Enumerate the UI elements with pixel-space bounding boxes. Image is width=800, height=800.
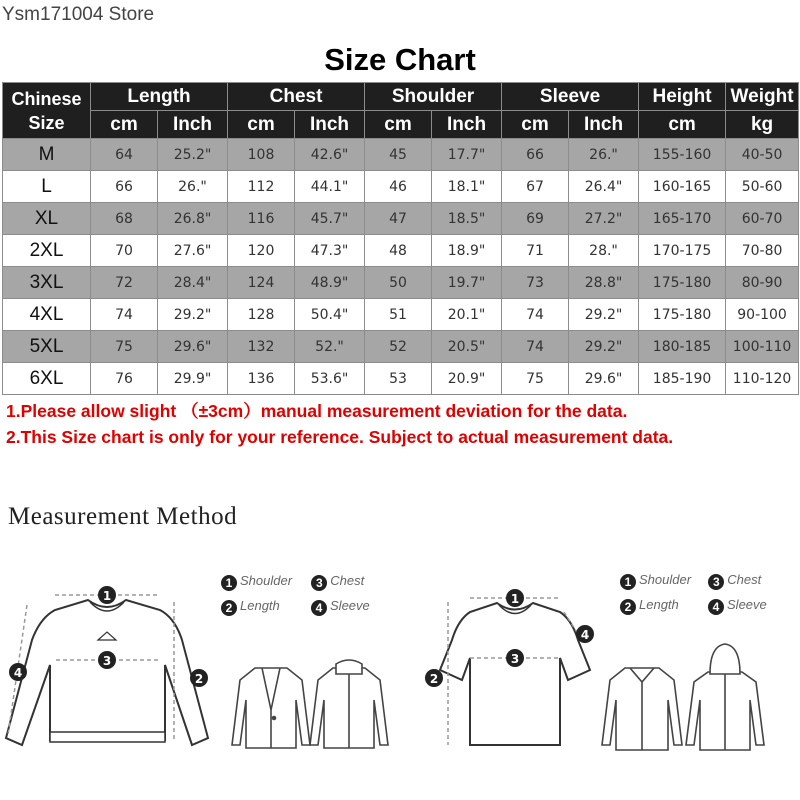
table-cell: 165-170 (639, 203, 726, 235)
legend-label: Chest (727, 572, 762, 587)
table-cell: 70 (91, 235, 158, 267)
unit-header: cm (502, 111, 569, 139)
legend-label: Shoulder (240, 573, 293, 588)
table-cell: 26." (569, 139, 639, 171)
table-cell: 73 (502, 267, 569, 299)
table-cell: 170-175 (639, 235, 726, 267)
table-cell: 175-180 (639, 299, 726, 331)
svg-text:4: 4 (580, 628, 590, 642)
table-cell: 67 (502, 171, 569, 203)
table-row (3, 235, 799, 267)
table-cell: 18.5" (432, 203, 502, 235)
table-cell: 29.2" (569, 299, 639, 331)
size-chart-body (3, 139, 799, 395)
table-cell: 66 (502, 139, 569, 171)
unit-header: cm (91, 111, 158, 139)
table-cell: 48.9" (295, 267, 365, 299)
legend-label: Sleeve (330, 598, 370, 613)
header-weight: Weight (726, 83, 799, 111)
table-cell: 26.4" (569, 171, 639, 203)
unit-header: Inch (569, 111, 639, 139)
table-cell: 69 (502, 203, 569, 235)
table-cell: 51 (365, 299, 432, 331)
legend-label: Sleeve (727, 597, 767, 612)
legend-label: Shoulder (639, 572, 692, 587)
table-cell: 47.3" (295, 235, 365, 267)
table-cell: 46 (365, 171, 432, 203)
table-cell: 17.7" (432, 139, 502, 171)
table-cell: 64 (91, 139, 158, 171)
table-cell: 42.6" (295, 139, 365, 171)
table-cell: 28.8" (569, 267, 639, 299)
table-cell: 75 (91, 331, 158, 363)
table-cell: 66 (91, 171, 158, 203)
svg-text:2: 2 (429, 672, 439, 686)
zip-jacket-illustration (310, 660, 388, 748)
table-cell: 76 (91, 363, 158, 395)
unit-header: kg (726, 111, 799, 139)
table-cell: 72 (91, 267, 158, 299)
number-2-icon: 2 (620, 599, 636, 615)
page-title: Size Chart (324, 42, 476, 77)
number-4-icon: 4 (708, 599, 724, 615)
table-cell: 132 (228, 331, 295, 363)
table-cell: 155-160 (639, 139, 726, 171)
table-cell: 71 (502, 235, 569, 267)
svg-text:4: 4 (13, 666, 23, 680)
table-cell: 18.9" (432, 235, 502, 267)
table-cell: 75 (502, 363, 569, 395)
table-cell: 50.4" (295, 299, 365, 331)
table-row (3, 331, 799, 363)
table-cell: 128 (228, 299, 295, 331)
table-cell: 45 (365, 139, 432, 171)
table-cell: 18.1" (432, 171, 502, 203)
number-1-icon: 1 (221, 575, 237, 591)
header-height: Height (639, 83, 726, 111)
legend-label: Length (639, 597, 679, 612)
legend-label: Length (240, 598, 280, 613)
table-cell: 19.7" (432, 267, 502, 299)
table-cell: 110-120 (726, 363, 799, 395)
table-cell: 180-185 (639, 331, 726, 363)
table-cell: 20.5" (432, 331, 502, 363)
table-cell: 50 (365, 267, 432, 299)
table-row (3, 139, 799, 171)
size-label: 2XL (3, 235, 91, 267)
table-cell: 70-80 (726, 235, 799, 267)
table-cell: 160-165 (639, 171, 726, 203)
table-row (3, 267, 799, 299)
measurement-method-title: Measurement Method (8, 503, 238, 530)
table-cell: 74 (502, 331, 569, 363)
table-cell: 74 (502, 299, 569, 331)
table-cell: 80-90 (726, 267, 799, 299)
size-label: L (3, 171, 91, 203)
size-label: M (3, 139, 91, 171)
shirt-illustration (602, 668, 682, 750)
note-deviation: 1.Please allow slight （±3cm）manual measurement deviation for the data. (6, 401, 628, 421)
measurement-illustrations (0, 540, 800, 800)
table-cell: 53.6" (295, 363, 365, 395)
number-3-icon: 3 (311, 575, 327, 591)
table-cell: 28." (569, 235, 639, 267)
table-cell: 25.2" (158, 139, 228, 171)
size-label: 4XL (3, 299, 91, 331)
tshirt-illustration (440, 603, 590, 745)
number-1-icon: 1 (620, 574, 636, 590)
blazer-illustration (232, 668, 310, 748)
table-cell: 27.2" (569, 203, 639, 235)
table-cell: 100-110 (726, 331, 799, 363)
table-cell: 185-190 (639, 363, 726, 395)
table-cell: 60-70 (726, 203, 799, 235)
store-name: Ysm171004 Store (2, 4, 155, 25)
legend-label: Chest (330, 573, 365, 588)
table-cell: 48 (365, 235, 432, 267)
size-chart-table (2, 82, 799, 395)
table-cell: 29.2" (158, 299, 228, 331)
table-cell: 136 (228, 363, 295, 395)
hoodie-illustration (686, 644, 764, 750)
table-cell: 120 (228, 235, 295, 267)
table-cell: 26." (158, 171, 228, 203)
table-cell: 116 (228, 203, 295, 235)
table-cell: 68 (91, 203, 158, 235)
table-cell: 29.6" (158, 331, 228, 363)
unit-header: cm (639, 111, 726, 139)
unit-header: Inch (432, 111, 502, 139)
svg-text:1: 1 (510, 592, 520, 606)
table-row (3, 171, 799, 203)
table-cell: 29.6" (569, 363, 639, 395)
header-length: Length (91, 83, 228, 111)
svg-text:3: 3 (510, 652, 520, 666)
size-label: XL (3, 203, 91, 235)
header-chest: Chest (228, 83, 365, 111)
table-row (3, 299, 799, 331)
table-row (3, 363, 799, 395)
table-cell: 53 (365, 363, 432, 395)
table-cell: 26.8" (158, 203, 228, 235)
table-row (3, 203, 799, 235)
table-cell: 74 (91, 299, 158, 331)
table-cell: 124 (228, 267, 295, 299)
size-label: 3XL (3, 267, 91, 299)
unit-header: Inch (295, 111, 365, 139)
table-cell: 29.2" (569, 331, 639, 363)
size-label: 5XL (3, 331, 91, 363)
table-cell: 52." (295, 331, 365, 363)
unit-header: cm (365, 111, 432, 139)
table-cell: 44.1" (295, 171, 365, 203)
unit-header: Inch (158, 111, 228, 139)
header-sleeve: Sleeve (502, 83, 639, 111)
table-cell: 45.7" (295, 203, 365, 235)
unit-header: cm (228, 111, 295, 139)
svg-text:2: 2 (194, 672, 204, 686)
note-reference: 2.This Size chart is only for your reference. Subject to actual measurement data. (6, 427, 674, 447)
sweater-illustration (6, 600, 208, 745)
number-3-icon: 3 (708, 574, 724, 590)
table-cell: 40-50 (726, 139, 799, 171)
table-cell: 20.9" (432, 363, 502, 395)
size-label: 6XL (3, 363, 91, 395)
number-2-icon: 2 (221, 600, 237, 616)
table-cell: 112 (228, 171, 295, 203)
table-cell: 175-180 (639, 267, 726, 299)
table-cell: 28.4" (158, 267, 228, 299)
table-cell: 29.9" (158, 363, 228, 395)
table-cell: 47 (365, 203, 432, 235)
svg-text:1: 1 (102, 589, 112, 603)
number-4-icon: 4 (311, 600, 327, 616)
table-cell: 20.1" (432, 299, 502, 331)
table-cell: 27.6" (158, 235, 228, 267)
table-cell: 50-60 (726, 171, 799, 203)
table-cell: 108 (228, 139, 295, 171)
svg-text:3: 3 (102, 654, 112, 668)
table-cell: 52 (365, 331, 432, 363)
size-column-header: Chinese Size (3, 83, 91, 139)
table-cell: 90-100 (726, 299, 799, 331)
header-shoulder: Shoulder (365, 83, 502, 111)
